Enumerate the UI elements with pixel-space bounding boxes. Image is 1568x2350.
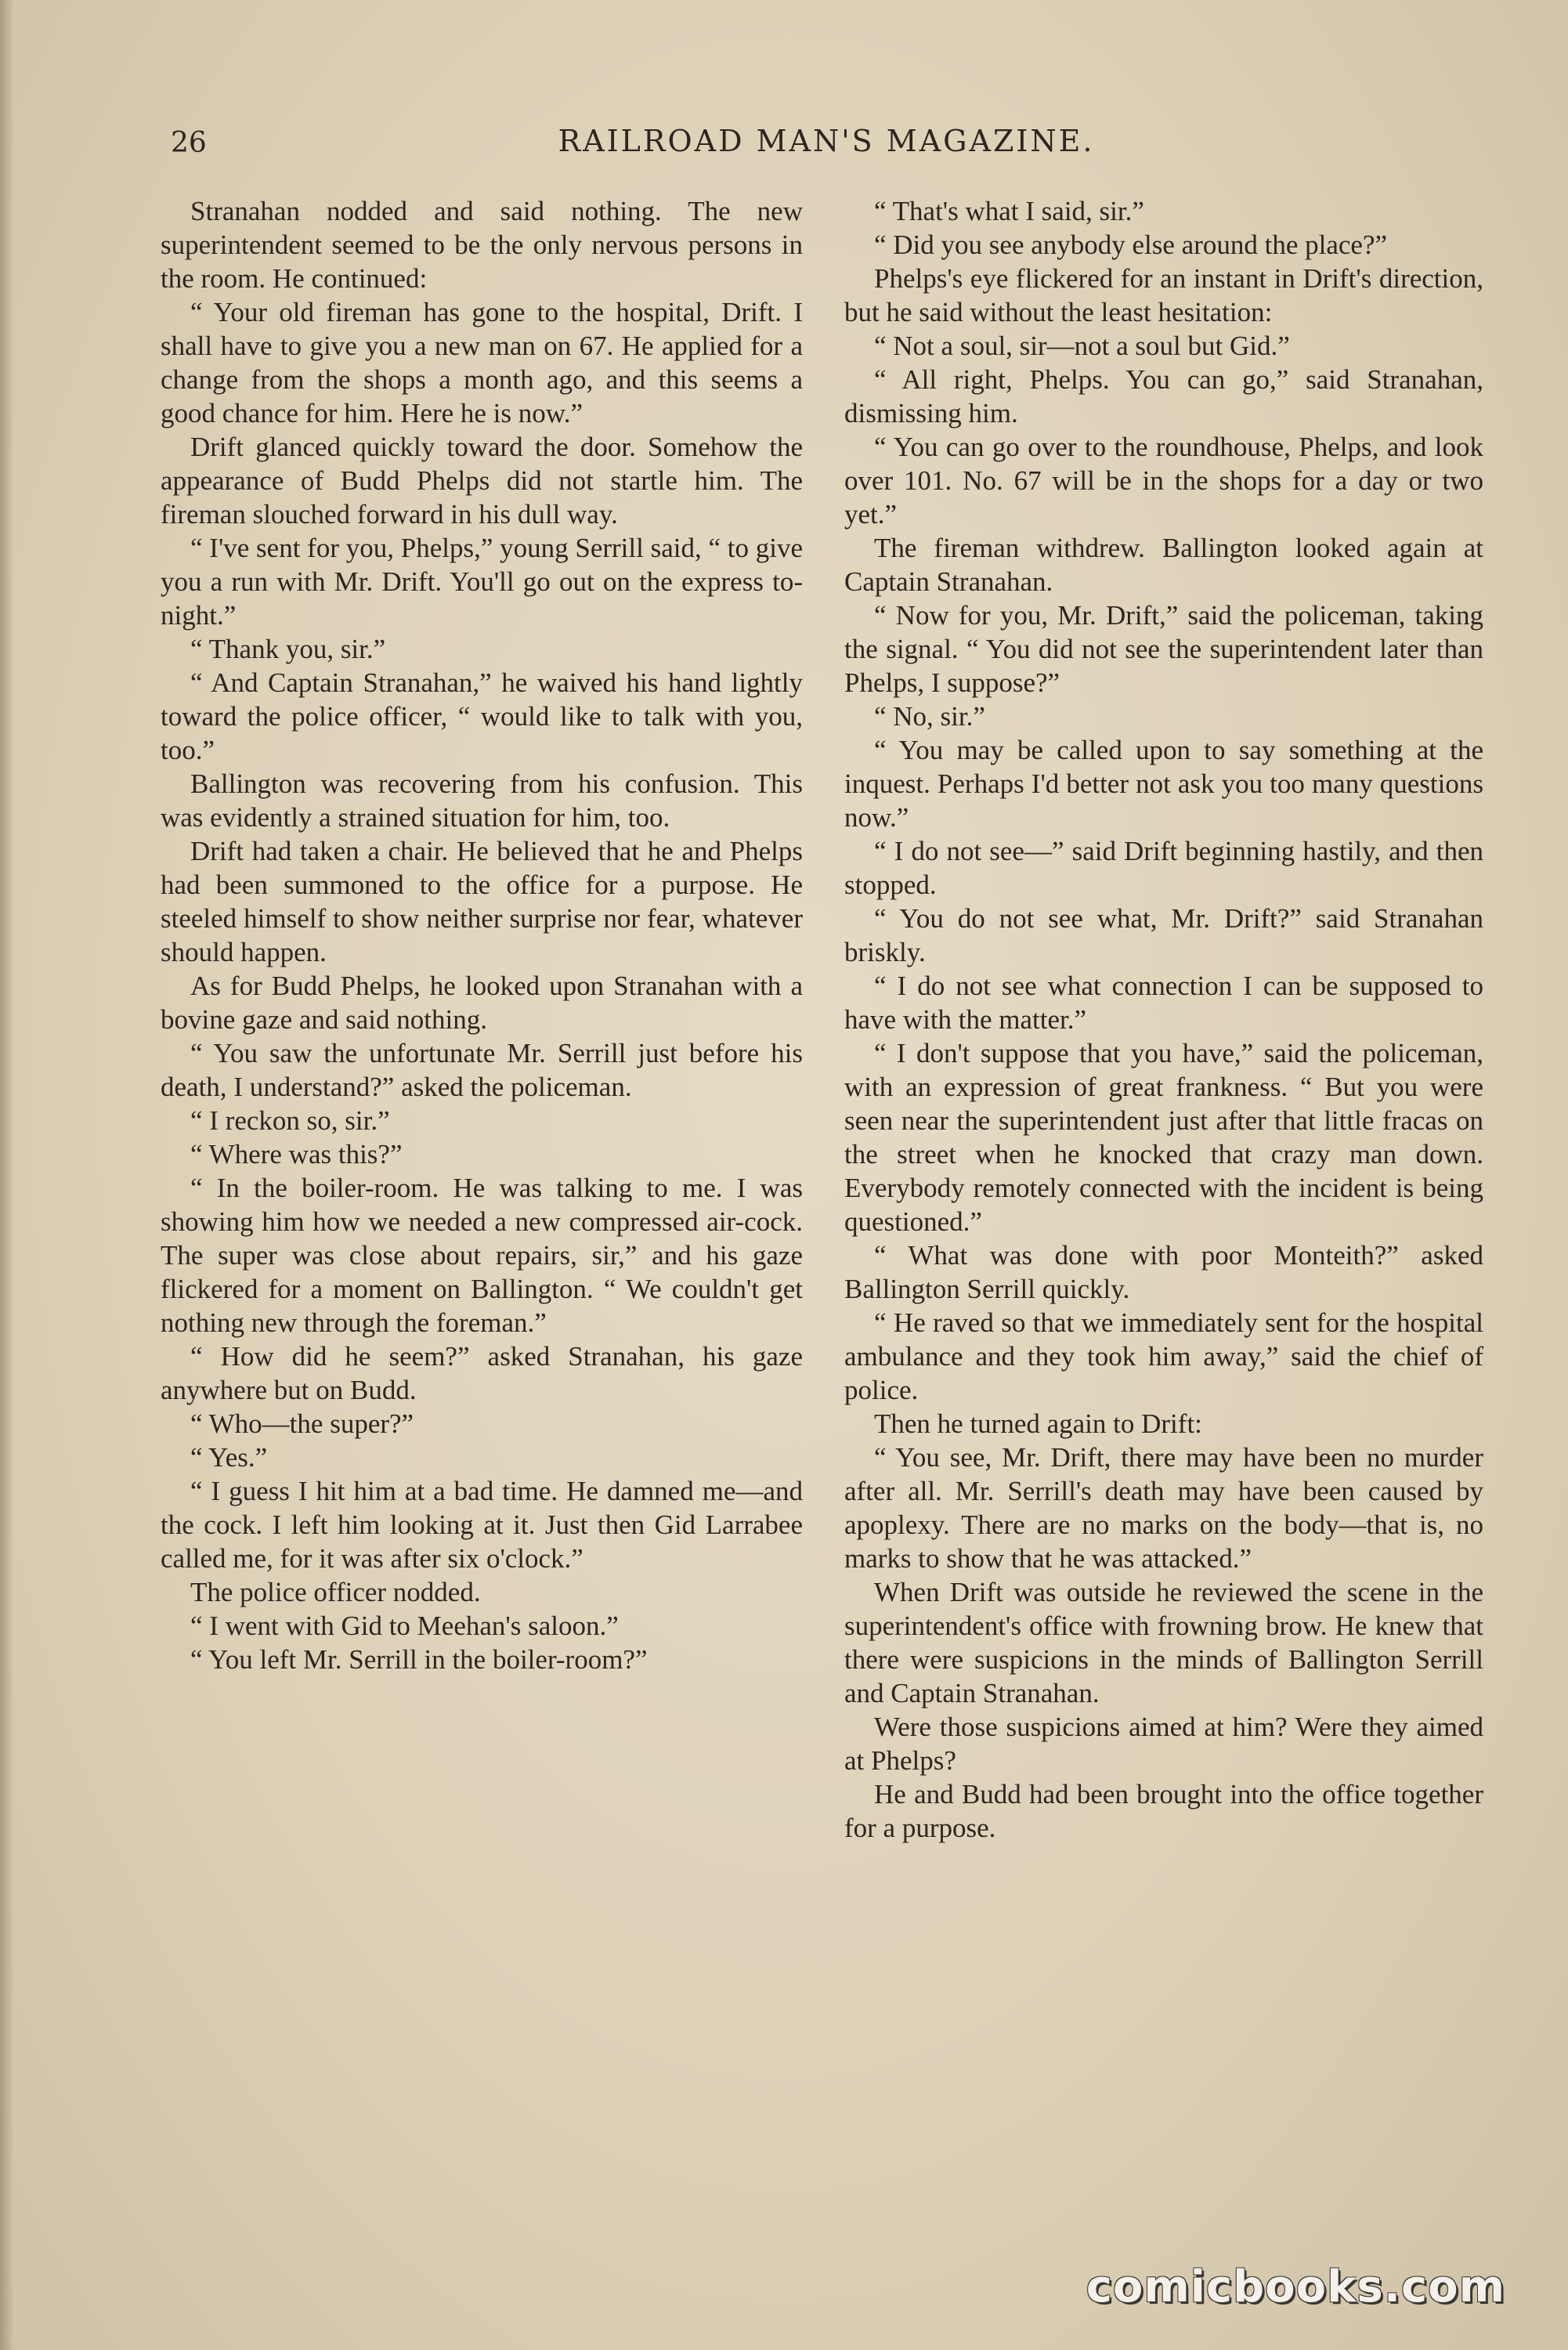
paragraph: “ I do not see—” said Drift beginning hastily, and then stopped. [844,836,1483,900]
paragraph: “ Your old fireman has gone to the hospital, Drift. I shall have to give you a new man on 67. He applied for a change from the shops a month ago, and this seems a good chance for him. Here he is now.” [161,297,803,428]
paragraph: Then he turned again to Drift: [874,1408,1202,1439]
page-number: 26 [171,127,207,159]
paragraph: He and Budd had been brought into the office together for a purpose. [844,1779,1483,1843]
paragraph: “ All right, Phelps. You can go,” said Stranahan, dismissing him. [844,364,1483,428]
right-text-column [844,194,1483,1845]
paragraph: Stranahan nodded and said nothing. The new superintendent seemed to be the only nervous persons in the room. He continued: [161,196,803,294]
paragraph: Ballington was recovering from his confusion. This was evidently a strained situation for him, too. [161,768,803,833]
paragraph: Were those suspicions aimed at him? Were they aimed at Phelps? [844,1712,1483,1776]
paragraph: Phelps's eye flickered for an instant in Drift's direction, but he said without the least hesitation: [844,263,1483,327]
binding-edge [0,0,14,2350]
paragraph: “ How did he seem?” asked Stranahan, his gaze anywhere but on Budd. [161,1341,803,1405]
paragraph: The police officer nodded. [190,1577,481,1607]
left-text-column [161,194,803,1676]
paragraph: “ Now for you, Mr. Drift,” said the policeman, taking the signal. “ You did not see the superintendent later than Phelps, I suppose?” [844,600,1483,698]
paragraph: “ You saw the unfortunate Mr. Serrill just before his death, I understand?” asked the policeman. [161,1038,803,1102]
paragraph: “ He raved so that we immediately sent for the hospital ambulance and they took him away,” said the chief of police. [844,1307,1483,1405]
paragraph: “ I reckon so, sir.” [190,1105,390,1136]
paragraph: “ Thank you, sir.” [190,634,386,664]
paragraph: “ And Captain Stranahan,” he waived his hand lightly toward the police officer, “ would like to talk with you, too.” [161,667,803,765]
paragraph: “ You may be called upon to say something at the inquest. Perhaps I'd better not ask you too many questions now.” [844,735,1483,833]
watermark-logo: comicbooks.com [1086,2261,1505,2312]
paragraph: “ I don't suppose that you have,” said the policeman, with an expression of great frankness. “ But you were seen near the superintendent just after that little fracas on the street when he knocked that crazy man down. Everybody remotely connected with the incident is being questioned.” [844,1038,1483,1237]
paragraph: Drift glanced quickly toward the door. Somehow the appearance of Budd Phelps did not startle him. The fireman slouched forward in his dull way. [161,432,803,530]
paragraph: “ Not a soul, sir—not a soul but Gid.” [874,331,1290,361]
paragraph: “ That's what I said, sir.” [874,196,1144,226]
paragraph: “ Where was this?” [190,1139,403,1170]
paragraph: “ In the boiler-room. He was talking to me. I was showing him how we needed a new compressed air-cock. The super was close about repairs, sir,” and his gaze flickered for a moment on Ballington. “ We couldn't get nothing new through the foreman.” [161,1173,803,1338]
paragraph: “ You see, Mr. Drift, there may have been no murder after all. Mr. Serrill's death may have been caused by apoplexy. There are no marks on the body—that is, no marks to show that he was attacked.” [844,1442,1483,1574]
paragraph: “ What was done with poor Monteith?” asked Ballington Serrill quickly. [844,1240,1483,1304]
paragraph: “ Did you see anybody else around the place?” [874,230,1388,260]
paragraph: “ I've sent for you, Phelps,” young Serrill said, “ to give you a run with Mr. Drift. You'll go out on the express to-night.” [161,533,803,631]
paragraph: “ You do not see what, Mr. Drift?” said Stranahan briskly. [844,903,1483,967]
paragraph: “ I went with Gid to Meehan's saloon.” [190,1611,619,1641]
paragraph: When Drift was outside he reviewed the scene in the superintendent's office with frowning brow. He knew that there were suspicions in the minds of Ballington Serrill and Captain Stranahan. [844,1577,1483,1708]
paragraph: “ You can go over to the roundhouse, Phelps, and look over 101. No. 67 will be in the shops for a day or two yet.” [844,432,1483,530]
paragraph: As for Budd Phelps, he looked upon Stranahan with a bovine gaze and said nothing. [161,971,803,1035]
paragraph: “ I do not see what connection I can be supposed to have with the matter.” [844,971,1483,1035]
paragraph: “ No, sir.” [874,701,985,732]
running-head: RAILROAD MAN'S MAGAZINE. [558,124,1095,158]
paragraph: “ Yes.” [190,1442,268,1473]
paragraph: “ I guess I hit him at a bad time. He damned me—and the cock. I left him looking at it. Just then Gid Larrabee called me, for it was after six o'clock.” [161,1476,803,1574]
paragraph: Drift had taken a chair. He believed that he and Phelps had been summoned to the office for a purpose. He steeled himself to show neither surprise nor fear, whatever should happen. [161,836,803,967]
paragraph: “ Who—the super?” [190,1408,414,1439]
paragraph: “ You left Mr. Serrill in the boiler-room?” [190,1644,648,1675]
page-header [157,116,1496,171]
paragraph: The fireman withdrew. Ballington looked again at Captain Stranahan. [844,533,1483,597]
